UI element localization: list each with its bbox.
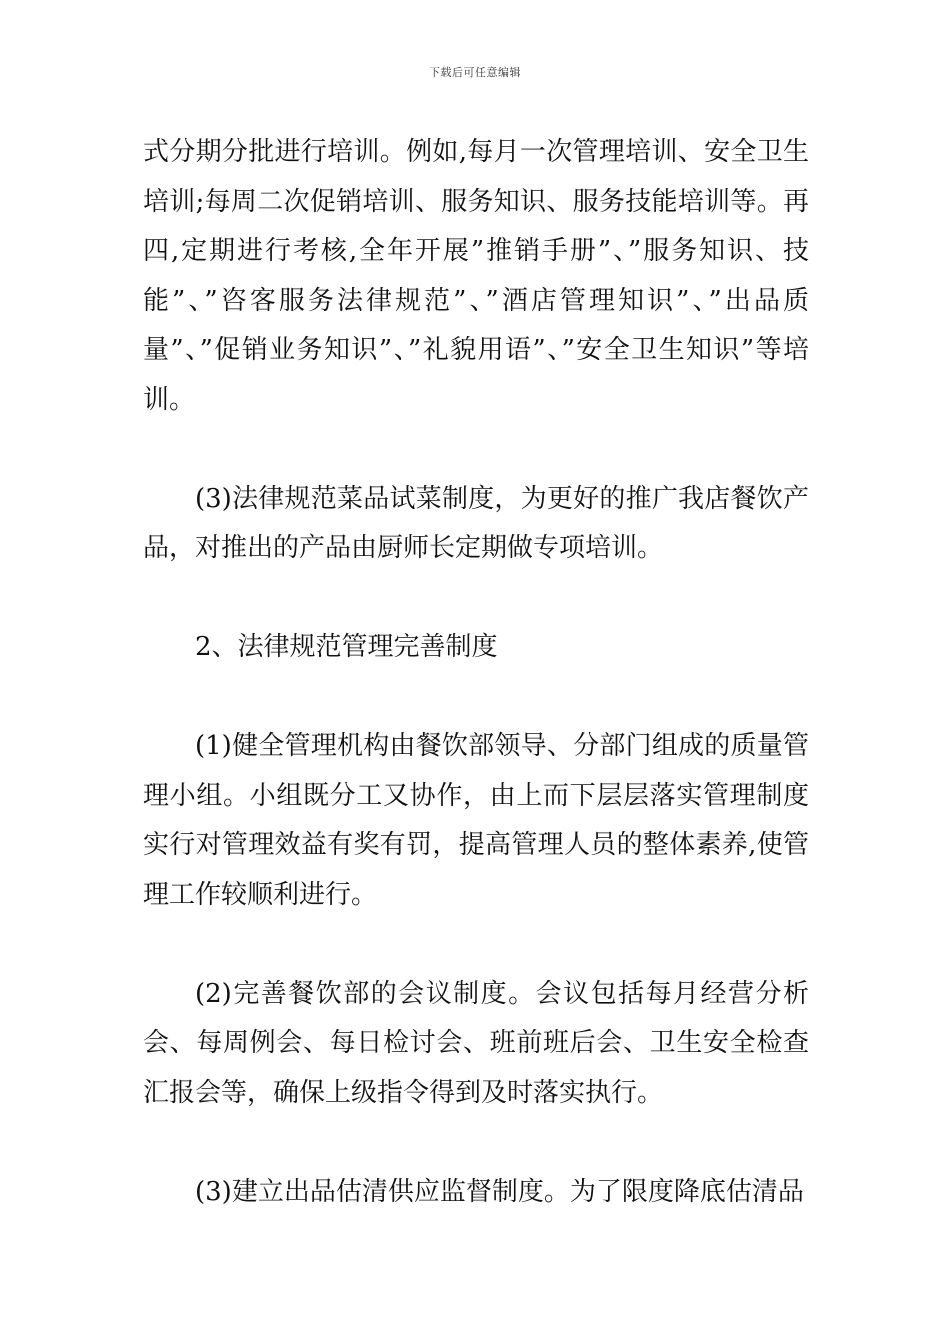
- paragraph-supply-supervision: (3)建立出品估清供应监督制度。为了限度降底估清品: [195, 1176, 804, 1207]
- paragraph-gap: [143, 673, 809, 723]
- paragraph-training-schedule: 式分期分批进行培训。例如,每月一次管理培训、安全卫生培训;每周二次促销培训、服务知识、服务技能培训等。再四,定期进行考核,全年开展”推销手册”、”服务知识、技能”、”咨客服务法律规范”、”酒店管理知识”、”出品质量”、”促销业务知识”、”礼貌用语”、”安全卫生知识”等培训。: [143, 137, 809, 415]
- paragraph-gap: [143, 574, 809, 624]
- document-body: [143, 128, 809, 1217]
- paragraph-gap: [143, 920, 809, 970]
- paragraph-management-structure: (1)健全管理机构由餐饮部领导、分部门组成的质量管理小组。小组既分工又协作，由上而下层层落实管理制度实行对管理效益有奖有罚，提高管理人员的整体素养,使管理工作较顺利进行。: [143, 731, 809, 910]
- paragraph-gap: [143, 1118, 809, 1168]
- paragraph-dish-tasting: (3)法律规范菜品试菜制度，为更好的推广我店餐饮产品，对推出的产品由厨师长定期做专项培训。: [143, 483, 809, 563]
- section-heading: 2、法律规范管理完善制度: [195, 632, 498, 662]
- paragraph-meeting-system: (2)完善餐饮部的会议制度。会议包括每月经营分析会、每周例会、每日检讨会、班前班后会、卫生安全检查汇报会等，确保上级指令得到及时落实执行。: [143, 978, 809, 1108]
- paragraph-gap: [143, 425, 809, 475]
- page-header: 下载后可任意编辑: [429, 66, 521, 79]
